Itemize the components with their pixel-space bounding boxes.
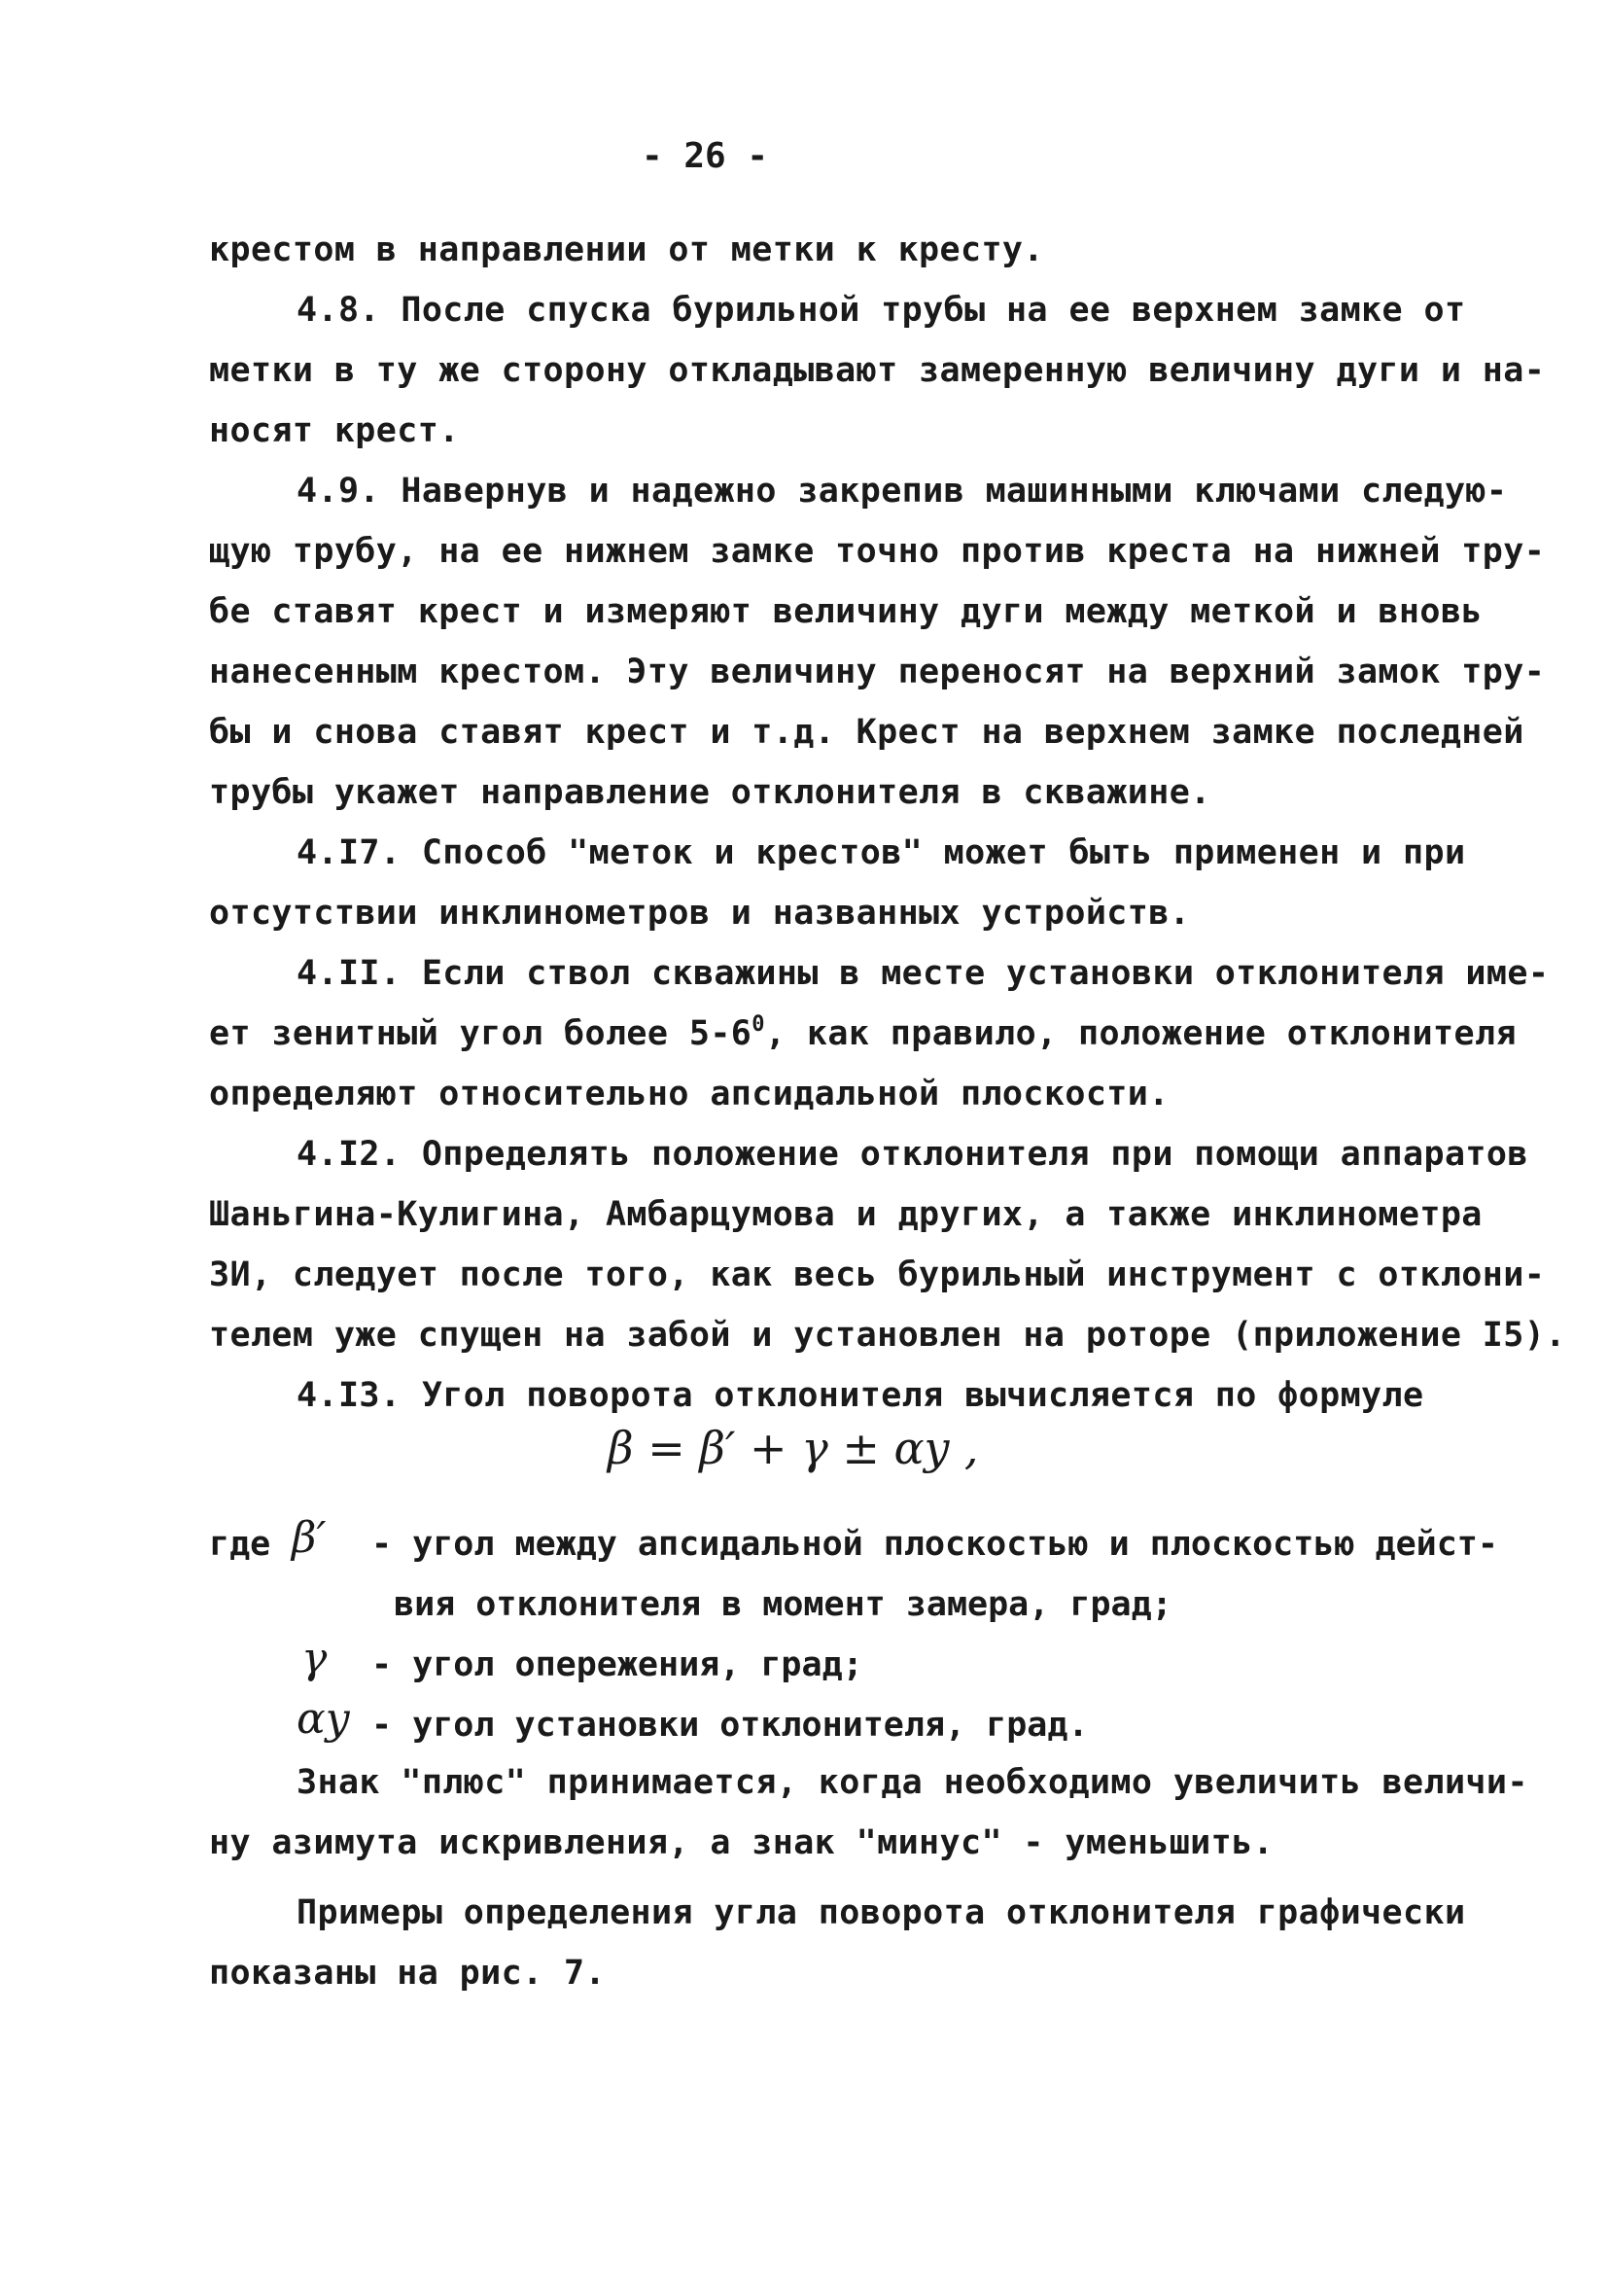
- text-line: 4.I7. Способ "меток и крестов" может быть применен и при: [297, 833, 1466, 872]
- beta-prime-symbol: β′: [292, 1513, 327, 1563]
- text-line: бы и снова ставят крест и т.д. Крест на верхнем замке последней: [209, 713, 1524, 752]
- line-text: ет зенитный угол более 5-6: [209, 1014, 752, 1053]
- text-line: метки в ту же сторону откладывают замеренную величину дуги и на-: [209, 351, 1546, 390]
- text-line: трубы укажет направление отклонителя в скважине.: [209, 773, 1211, 812]
- text-line: щую трубу, на ее нижнем замке точно против креста на нижней тру-: [209, 532, 1546, 571]
- rotation-angle-formula: β = β′ + γ ± αу ,: [608, 1422, 979, 1474]
- definition-text: - угол опережения, град;: [371, 1645, 863, 1684]
- text-line: 4.I3. Угол поворота отклонителя вычисляется по формуле: [297, 1376, 1424, 1415]
- text-line: отсутствии инклинометров и названных устройств.: [209, 894, 1191, 933]
- text-line: 4.I2. Определять положение отклонителя при помощи аппаратов: [297, 1135, 1528, 1174]
- text-line: показаны на рис. 7.: [209, 1954, 606, 1993]
- text-line: 4.9. Навернув и надежно закрепив машинными ключами следую-: [297, 472, 1508, 511]
- text-line-with-superscript: [209, 1012, 1517, 1053]
- text-line: нанесенным крестом. Эту величину переносят на верхний замок тру-: [209, 653, 1546, 691]
- text-line: Примеры определения угла поворота отклонителя графически: [297, 1893, 1466, 1932]
- degree-superscript: 0: [752, 1012, 765, 1037]
- text-line: ну азимута искривления, а знак "минус" - уменьшить.: [209, 1823, 1275, 1862]
- definition-text: - угол установки отклонителя, град.: [371, 1706, 1089, 1745]
- line-text-tail: , как правило, положение отклонителя: [764, 1014, 1517, 1053]
- page-number: - 26 -: [642, 136, 769, 176]
- text-line: ЗИ, следует после того, как весь бурильный инструмент с отклони-: [209, 1255, 1546, 1294]
- definition-text: вия отклонителя в момент замера, град;: [394, 1585, 1172, 1624]
- text-line: Знак "плюс" принимается, когда необходимо увеличить величи-: [297, 1763, 1528, 1802]
- gamma-symbol: γ: [301, 1634, 328, 1683]
- text-line: бе ставят крест и измеряют величину дуги между меткой и вновь: [209, 592, 1483, 631]
- text-line: носят крест.: [209, 411, 460, 450]
- text-line: определяют относительно апсидальной плоскости.: [209, 1075, 1170, 1113]
- where-word: где: [209, 1525, 271, 1564]
- text-line: 4.8. После спуска бурильной трубы на ее верхнем замке от: [297, 291, 1466, 330]
- text-line: 4.II. Если ствол скважины в месте установки отклонителя име-: [297, 954, 1550, 993]
- text-line: телем уже спущен на забой и установлен на роторе (приложение I5).: [209, 1316, 1566, 1355]
- text-line: крестом в направлении от метки к кресту.: [209, 230, 1044, 269]
- text-line: Шаньгина-Кулигина, Амбарцумова и других, а также инклинометра: [209, 1195, 1483, 1234]
- definition-text: - угол между апсидальной плоскостью и плоскостью дейст-: [371, 1525, 1498, 1564]
- alpha-y-symbol: αу: [297, 1694, 351, 1744]
